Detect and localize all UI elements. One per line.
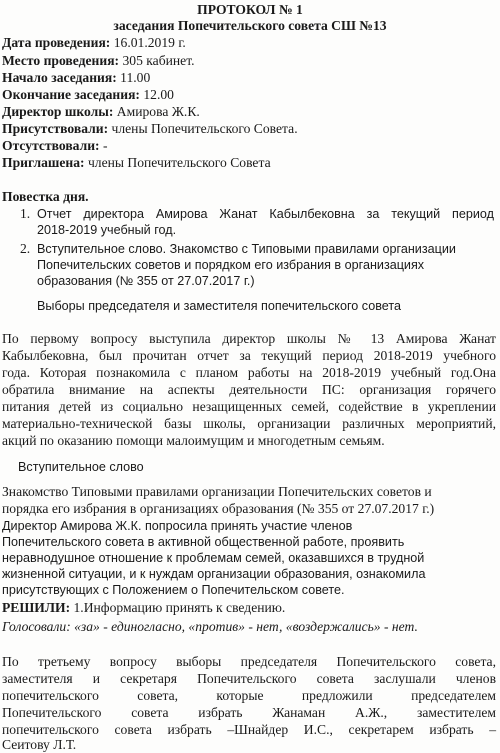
meta-end-label: Окончание заседания: bbox=[2, 87, 140, 102]
meta-absent bbox=[2, 138, 108, 154]
agenda-item-1-line-2: 2018-2019 учебный год. bbox=[37, 223, 177, 237]
meta-absent-value: - bbox=[99, 138, 108, 153]
vote-result: Голосовали: «за» - единогласно, «против» - нет, «воздержались» - нет. bbox=[2, 619, 418, 634]
meta-date bbox=[2, 35, 186, 51]
para1-line-7: акций по оказанию помощи малоимущим и многодетным семьям. bbox=[2, 433, 385, 448]
para1-line-6: материально-технической базы школы, организации различных мероприятий, bbox=[2, 416, 496, 431]
para2-line-5: неравнодушное отношение к проблемам семей, оказавшихся в трудной bbox=[2, 551, 425, 565]
para2-line-3: Директор Амирова Ж.К. попросила принять участие членов bbox=[2, 519, 353, 533]
para2-line-7: присутствующих с Положением о Попечительском совете. bbox=[2, 583, 345, 597]
meta-invited-label: Приглашена: bbox=[2, 155, 85, 170]
document-title: ПРОТОКОЛ № 1 bbox=[197, 2, 303, 17]
para1-line-3: года. Которая познакомила с планом работы на 2018-2019 учебный год.Она bbox=[2, 365, 496, 380]
para3-line-3: попечительского совета, которые предложили председателем bbox=[2, 688, 496, 703]
agenda-title: Повестка дня. bbox=[2, 189, 89, 204]
meta-start-label: Начало заседания: bbox=[2, 70, 117, 85]
meta-director-value: Амирова Ж.К. bbox=[113, 104, 200, 119]
agenda-item-2-line-3: образования (№ 355 от 27.07.2017 г.) bbox=[37, 274, 255, 288]
meta-invited bbox=[2, 155, 271, 171]
meta-start-value: 11.00 bbox=[116, 70, 151, 85]
para3-line-1: По третьему вопросу выборы председателя Попечительского совета, bbox=[2, 654, 496, 669]
intro-heading: Вступительное слово bbox=[18, 460, 144, 474]
meta-present-value: члены Попечительского Совета. bbox=[108, 121, 298, 136]
meta-end bbox=[2, 87, 174, 103]
agenda-item-2-line-2: Попечительских советов и порядком его избрания в организациях bbox=[37, 258, 425, 272]
para2-line-2: порядка его избрания в организациях образования (№ 355 от 27.07.2017 г.) bbox=[2, 501, 435, 516]
meta-place-value: 305 кабинет. bbox=[119, 53, 195, 68]
document-subtitle: заседания Попечительского совета СШ №13 bbox=[113, 18, 387, 33]
decision bbox=[2, 600, 285, 616]
meta-start bbox=[2, 70, 150, 86]
meta-end-value: 12.00 bbox=[139, 87, 174, 102]
para2-line-4: Попечительского совета в активной общественной работе, проявить bbox=[2, 535, 405, 549]
para3-line-4: Попечительского совета избрать Жанаман А.Ж., заместителем bbox=[2, 705, 496, 720]
meta-director-label: Директор школы: bbox=[2, 104, 114, 119]
para1-line-5: питания детей из социально незащищенных семей, содействие в укреплении bbox=[2, 399, 496, 414]
agenda-item-2-number: 2. bbox=[20, 241, 31, 256]
meta-present-label: Присутствовали: bbox=[2, 121, 109, 136]
agenda-item-2-line-1: Вступительное слово. Знакомство с Типовыми правилами организации bbox=[37, 242, 456, 256]
para2-line-6: жизненной ситуации, и к нуждам организации образования, ознакомила bbox=[2, 567, 426, 581]
agenda-item-1-number: 1. bbox=[20, 206, 31, 221]
meta-absent-label: Отсутствовали: bbox=[2, 138, 100, 153]
para1-line-1: По первому вопросу выступила директор школы № 13 Амирова Жанат bbox=[2, 331, 496, 346]
meta-place-label: Место проведения: bbox=[2, 53, 120, 68]
meta-director bbox=[2, 104, 200, 120]
decision-text: 1.Информацию принять к сведению. bbox=[70, 600, 286, 615]
meta-invited-value: члены Попечительского Совета bbox=[84, 155, 271, 170]
para1-line-4: обратила внимание на аспекты деятельности ПС: организация горячего bbox=[2, 382, 496, 397]
agenda-item-3: Выборы председателя и заместителя попечительского совета bbox=[37, 299, 401, 313]
para3-line-6: Сеитову Л.Т. bbox=[2, 737, 77, 752]
meta-date-label: Дата проведения: bbox=[2, 35, 111, 50]
meta-present bbox=[2, 121, 298, 137]
decision-label: РЕШИЛИ: bbox=[2, 600, 71, 615]
meta-place bbox=[2, 53, 195, 69]
meta-date-value: 16.01.2019 г. bbox=[110, 35, 186, 50]
para3-line-2: заместителя и секретаря Попечительского совета заслушали членов bbox=[2, 671, 496, 686]
para2-line-1: Знакомство Типовыми правилами организации Попечительских советов и bbox=[2, 484, 432, 499]
para1-line-2: Кабылбековна, был прочитан отчет за текущий период 2018-2019 учебного bbox=[2, 348, 496, 363]
agenda-item-1-line-1: Отчет директора Амирова Жанат Кабылбековна за текущий период bbox=[37, 207, 494, 221]
para3-line-5: попечительского совета избрать –Шнайдер И.С., секретарем избрать – bbox=[2, 722, 496, 737]
